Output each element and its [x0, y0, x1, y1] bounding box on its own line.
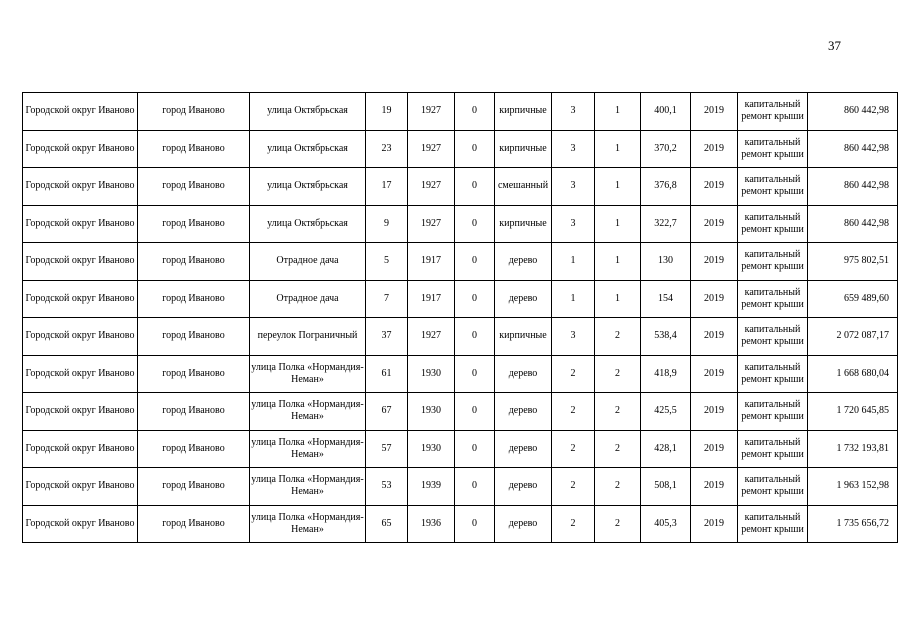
- house-number-cell: 5: [366, 243, 408, 281]
- build-year-cell: 1936: [408, 505, 455, 543]
- entrances-cell: 1: [595, 205, 641, 243]
- entrances-cell: 2: [595, 355, 641, 393]
- house-number-cell: 57: [366, 430, 408, 468]
- cost-cell: 1 720 645,85: [808, 393, 898, 431]
- floors-cell: 2: [552, 430, 595, 468]
- district-cell: Городской округ Иваново: [23, 430, 138, 468]
- district-cell: Городской округ Иваново: [23, 505, 138, 543]
- entrances-cell: 2: [595, 393, 641, 431]
- area-cell: 376,8: [641, 168, 691, 206]
- area-cell: 322,7: [641, 205, 691, 243]
- area-cell: 154: [641, 280, 691, 318]
- cost-cell: 659 489,60: [808, 280, 898, 318]
- street-cell: Отрадное дача: [250, 280, 366, 318]
- city-cell: город Иваново: [138, 355, 250, 393]
- district-cell: Городской округ Иваново: [23, 280, 138, 318]
- city-cell: город Иваново: [138, 168, 250, 206]
- city-cell: город Иваново: [138, 280, 250, 318]
- work-type-cell: капитальный ремонт крыши: [738, 355, 808, 393]
- table-row: [23, 93, 898, 131]
- area-cell: 425,5: [641, 393, 691, 431]
- wall-material-cell: смешанный: [495, 168, 552, 206]
- city-cell: город Иваново: [138, 393, 250, 431]
- table-row: [23, 393, 898, 431]
- build-year-cell: 1930: [408, 393, 455, 431]
- district-cell: Городской округ Иваново: [23, 318, 138, 356]
- area-cell: 428,1: [641, 430, 691, 468]
- city-cell: город Иваново: [138, 205, 250, 243]
- cost-cell: 860 442,98: [808, 130, 898, 168]
- city-cell: город Иваново: [138, 468, 250, 506]
- work-type-cell: капитальный ремонт крыши: [738, 318, 808, 356]
- work-type-cell: капитальный ремонт крыши: [738, 468, 808, 506]
- district-cell: Городской округ Иваново: [23, 355, 138, 393]
- city-cell: город Иваново: [138, 93, 250, 131]
- wall-material-cell: дерево: [495, 505, 552, 543]
- area-cell: 400,1: [641, 93, 691, 131]
- wall-material-cell: кирпичные: [495, 130, 552, 168]
- plan-year-cell: 2019: [691, 318, 738, 356]
- work-type-cell: капитальный ремонт крыши: [738, 280, 808, 318]
- zero-value-cell: 0: [455, 130, 495, 168]
- table-row: [23, 280, 898, 318]
- district-cell: Городской округ Иваново: [23, 468, 138, 506]
- city-cell: город Иваново: [138, 243, 250, 281]
- city-cell: город Иваново: [138, 430, 250, 468]
- table-body: [23, 93, 898, 543]
- table-row: [23, 355, 898, 393]
- wall-material-cell: кирпичные: [495, 93, 552, 131]
- area-cell: 405,3: [641, 505, 691, 543]
- zero-value-cell: 0: [455, 318, 495, 356]
- city-cell: город Иваново: [138, 318, 250, 356]
- cost-cell: 1 732 193,81: [808, 430, 898, 468]
- work-type-cell: капитальный ремонт крыши: [738, 205, 808, 243]
- house-number-cell: 53: [366, 468, 408, 506]
- street-cell: улица Полка «Нормандия-Неман»: [250, 355, 366, 393]
- street-cell: переулок Пограничный: [250, 318, 366, 356]
- work-type-cell: капитальный ремонт крыши: [738, 168, 808, 206]
- zero-value-cell: 0: [455, 355, 495, 393]
- wall-material-cell: кирпичные: [495, 318, 552, 356]
- build-year-cell: 1927: [408, 318, 455, 356]
- plan-year-cell: 2019: [691, 130, 738, 168]
- table-row: [23, 468, 898, 506]
- district-cell: Городской округ Иваново: [23, 93, 138, 131]
- zero-value-cell: 0: [455, 280, 495, 318]
- zero-value-cell: 0: [455, 468, 495, 506]
- cost-cell: 975 802,51: [808, 243, 898, 281]
- floors-cell: 2: [552, 355, 595, 393]
- work-type-cell: капитальный ремонт крыши: [738, 130, 808, 168]
- floors-cell: 2: [552, 505, 595, 543]
- plan-year-cell: 2019: [691, 430, 738, 468]
- house-number-cell: 37: [366, 318, 408, 356]
- table-row: [23, 318, 898, 356]
- build-year-cell: 1927: [408, 205, 455, 243]
- district-cell: Городской округ Иваново: [23, 130, 138, 168]
- wall-material-cell: дерево: [495, 280, 552, 318]
- house-number-cell: 65: [366, 505, 408, 543]
- entrances-cell: 2: [595, 505, 641, 543]
- floors-cell: 3: [552, 168, 595, 206]
- work-type-cell: капитальный ремонт крыши: [738, 505, 808, 543]
- plan-year-cell: 2019: [691, 393, 738, 431]
- plan-year-cell: 2019: [691, 468, 738, 506]
- table-row: [23, 168, 898, 206]
- city-cell: город Иваново: [138, 505, 250, 543]
- street-cell: улица Полка «Нормандия-Неман»: [250, 505, 366, 543]
- entrances-cell: 1: [595, 280, 641, 318]
- house-number-cell: 9: [366, 205, 408, 243]
- cost-cell: 860 442,98: [808, 205, 898, 243]
- build-year-cell: 1930: [408, 430, 455, 468]
- plan-year-cell: 2019: [691, 243, 738, 281]
- page-number: 37: [828, 38, 841, 53]
- build-year-cell: 1927: [408, 168, 455, 206]
- entrances-cell: 2: [595, 430, 641, 468]
- street-cell: улица Октябрьская: [250, 168, 366, 206]
- district-cell: Городской округ Иваново: [23, 205, 138, 243]
- build-year-cell: 1927: [408, 130, 455, 168]
- house-number-cell: 7: [366, 280, 408, 318]
- street-cell: Отрадное дача: [250, 243, 366, 281]
- zero-value-cell: 0: [455, 205, 495, 243]
- cost-cell: 2 072 087,17: [808, 318, 898, 356]
- area-cell: 130: [641, 243, 691, 281]
- entrances-cell: 1: [595, 130, 641, 168]
- table-row: [23, 243, 898, 281]
- zero-value-cell: 0: [455, 93, 495, 131]
- district-cell: Городской округ Иваново: [23, 243, 138, 281]
- street-cell: улица Октябрьская: [250, 93, 366, 131]
- work-type-cell: капитальный ремонт крыши: [738, 93, 808, 131]
- table-row: [23, 505, 898, 543]
- wall-material-cell: дерево: [495, 393, 552, 431]
- build-year-cell: 1917: [408, 243, 455, 281]
- zero-value-cell: 0: [455, 430, 495, 468]
- plan-year-cell: 2019: [691, 93, 738, 131]
- work-type-cell: капитальный ремонт крыши: [738, 393, 808, 431]
- floors-cell: 1: [552, 243, 595, 281]
- entrances-cell: 2: [595, 468, 641, 506]
- floors-cell: 3: [552, 130, 595, 168]
- cost-cell: 1 668 680,04: [808, 355, 898, 393]
- city-cell: город Иваново: [138, 130, 250, 168]
- cost-cell: 860 442,98: [808, 168, 898, 206]
- house-number-cell: 61: [366, 355, 408, 393]
- floors-cell: 2: [552, 468, 595, 506]
- zero-value-cell: 0: [455, 168, 495, 206]
- build-year-cell: 1939: [408, 468, 455, 506]
- entrances-cell: 1: [595, 93, 641, 131]
- entrances-cell: 1: [595, 243, 641, 281]
- table-row: [23, 130, 898, 168]
- wall-material-cell: дерево: [495, 355, 552, 393]
- plan-year-cell: 2019: [691, 505, 738, 543]
- house-number-cell: 67: [366, 393, 408, 431]
- zero-value-cell: 0: [455, 243, 495, 281]
- floors-cell: 1: [552, 280, 595, 318]
- cost-cell: 1 963 152,98: [808, 468, 898, 506]
- zero-value-cell: 0: [455, 393, 495, 431]
- wall-material-cell: кирпичные: [495, 205, 552, 243]
- table-row: [23, 205, 898, 243]
- area-cell: 370,2: [641, 130, 691, 168]
- entrances-cell: 1: [595, 168, 641, 206]
- area-cell: 508,1: [641, 468, 691, 506]
- area-cell: 538,4: [641, 318, 691, 356]
- street-cell: улица Октябрьская: [250, 205, 366, 243]
- plan-year-cell: 2019: [691, 355, 738, 393]
- cost-cell: 1 735 656,72: [808, 505, 898, 543]
- wall-material-cell: дерево: [495, 430, 552, 468]
- entrances-cell: 2: [595, 318, 641, 356]
- plan-year-cell: 2019: [691, 280, 738, 318]
- house-number-cell: 17: [366, 168, 408, 206]
- work-type-cell: капитальный ремонт крыши: [738, 243, 808, 281]
- house-number-cell: 19: [366, 93, 408, 131]
- area-cell: 418,9: [641, 355, 691, 393]
- floors-cell: 2: [552, 393, 595, 431]
- build-year-cell: 1917: [408, 280, 455, 318]
- table-row: [23, 430, 898, 468]
- district-cell: Городской округ Иваново: [23, 168, 138, 206]
- cost-cell: 860 442,98: [808, 93, 898, 131]
- zero-value-cell: 0: [455, 505, 495, 543]
- street-cell: улица Полка «Нормандия-Неман»: [250, 468, 366, 506]
- street-cell: улица Октябрьская: [250, 130, 366, 168]
- street-cell: улица Полка «Нормандия-Неман»: [250, 393, 366, 431]
- build-year-cell: 1927: [408, 93, 455, 131]
- street-cell: улица Полка «Нормандия-Неман»: [250, 430, 366, 468]
- floors-cell: 3: [552, 93, 595, 131]
- wall-material-cell: дерево: [495, 243, 552, 281]
- floors-cell: 3: [552, 318, 595, 356]
- build-year-cell: 1930: [408, 355, 455, 393]
- wall-material-cell: дерево: [495, 468, 552, 506]
- floors-cell: 3: [552, 205, 595, 243]
- plan-year-cell: 2019: [691, 168, 738, 206]
- housing-repair-table: [22, 92, 898, 543]
- district-cell: Городской округ Иваново: [23, 393, 138, 431]
- work-type-cell: капитальный ремонт крыши: [738, 430, 808, 468]
- house-number-cell: 23: [366, 130, 408, 168]
- plan-year-cell: 2019: [691, 205, 738, 243]
